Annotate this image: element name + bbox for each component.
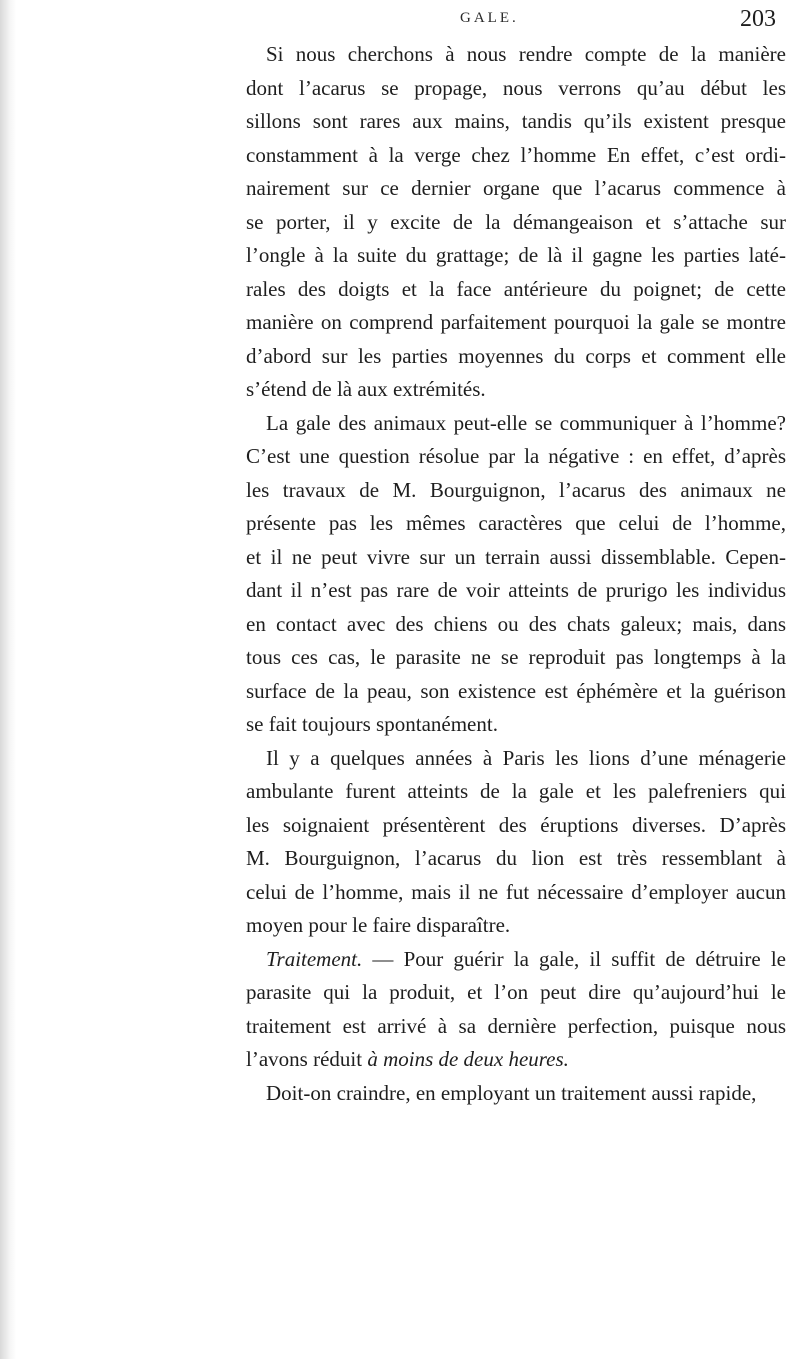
page-header xyxy=(0,6,800,36)
text-line: et il ne peut vivre sur un terrain aussi dissemblable. Cepen- xyxy=(246,544,786,569)
text-line: traitement est arrivé à sa dernière perfection, puisque nous xyxy=(246,1013,786,1038)
text-fragment: l’avons réduit xyxy=(246,1047,368,1071)
text-fragment: — Pour guérir la gale, il suffit de détruire le xyxy=(362,946,786,971)
text-line: présente pas les mêmes caractères que celui de l’homme, xyxy=(246,511,786,535)
section-heading-traitement: Traitement. xyxy=(266,946,363,971)
text-line: constamment à la verge chez l’homme En effet, c’est ordi- xyxy=(246,142,786,167)
text-line: s’étend de là aux extrémités. xyxy=(246,377,486,401)
text-line: Doit-on craindre, en employant un traitement aussi rapide, xyxy=(266,1080,757,1105)
text-line: ambulante furent atteints de la gale et les palefreniers qui xyxy=(246,779,786,803)
text-line: manière on comprend parfaitement pourquoi la gale se montre xyxy=(246,310,786,334)
text-line: sillons sont rares aux mains, tandis qu’ils existent presque xyxy=(246,109,786,133)
emphasis-text: à moins de deux heures. xyxy=(367,1047,569,1071)
text-line: dant il n’est pas rare de voir atteints de prurigo les individus xyxy=(246,578,786,602)
text-line: C’est une question résolue par la négative : en effet, d’après xyxy=(246,444,786,468)
text-line: se fait toujours spontanément. xyxy=(246,712,498,736)
text-line: Si nous cherchons à nous rendre compte de la manière xyxy=(266,42,786,66)
running-head: GALE. xyxy=(460,10,519,26)
text-line: rales des doigts et la face antérieure du poignet; de cette xyxy=(246,276,786,301)
text-line: La gale des animaux peut-elle se communiquer à l’homme? xyxy=(266,410,786,435)
text-line xyxy=(246,943,786,977)
text-line: tous ces cas, le parasite ne se reproduit pas longtemps à la xyxy=(246,645,786,669)
text-line: moyen pour le faire disparaître. xyxy=(246,913,511,937)
text-line: en contact avec des chiens ou des chats galeux; mais, dans xyxy=(246,611,786,636)
text-line: dont l’acarus se propage, nous verrons qu’au début les xyxy=(246,75,786,100)
page-gutter-shadow xyxy=(0,0,16,1359)
text-line xyxy=(246,1043,786,1077)
text-line: Il y a quelques années à Paris les lions d’une ménagerie xyxy=(266,745,786,770)
text-line: d’abord sur les parties moyennes du corps et comment elle xyxy=(246,343,786,368)
text-line: nairement sur ce dernier organe que l’acarus commence à xyxy=(246,176,786,200)
text-line: celui de l’homme, mais il ne fut nécessaire d’employer aucun xyxy=(246,879,786,904)
body-text xyxy=(246,38,786,1110)
text-line: les soignaient présentèrent des éruptions diverses. D’après xyxy=(246,812,786,837)
page-number: 203 xyxy=(740,6,776,32)
text-line: se porter, il y excite de la démangeaison et s’attache sur xyxy=(246,209,786,234)
text-line: l’ongle à la suite du grattage; de là il gagne les parties laté- xyxy=(246,243,786,267)
text-line: surface de la peau, son existence est éphémère et la guérison xyxy=(246,678,786,703)
text-line: parasite qui la produit, et l’on peut dire qu’aujourd’hui le xyxy=(246,980,786,1004)
text-line: M. Bourguignon, l’acarus du lion est très ressemblant à xyxy=(246,846,786,870)
text-line: les travaux de M. Bourguignon, l’acarus des animaux ne xyxy=(246,477,786,502)
